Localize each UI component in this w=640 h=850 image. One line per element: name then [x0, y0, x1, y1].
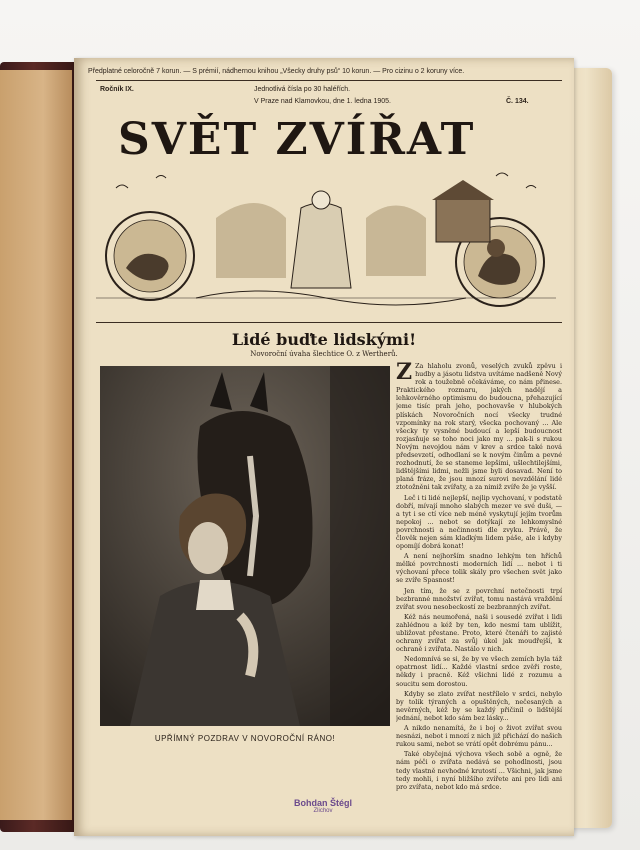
masthead-illustration — [96, 158, 556, 318]
newspaper-page — [74, 58, 574, 836]
paragraph: A není nejhorším snadno lehkým ten hříchů mělké povrchnosti moderních lidí ... nebot i ti výchovaní přece tolik skály pro všechen svět jako se zvíře Spasnost! — [396, 552, 562, 585]
header-rule — [96, 80, 562, 81]
stamp-sub: Zlichov — [313, 808, 333, 814]
article-title: Lidé buďte lidskými! — [231, 330, 417, 349]
owner-stamp — [284, 798, 362, 830]
paragraph: A nikdo nenamítá, že i boj o život zvířat svou nesnázi, nebot i mnozí z nich již přichází do našich rukou sami, nebot se vrátí opět dobrému pánu... — [396, 724, 562, 749]
drop-cap: Z — [396, 362, 413, 385]
paragraph: Nedomnívá se si, že by ve všech zemích byla táž opatrnost lidí... Každé vlastní srdce zvěři roste, někdy i pracně. Kéž všichni lidé z rozumu a soucitu sem dorostou. — [396, 655, 562, 688]
paragraph: Leč i ti lidé nejlepší, nejlip vychovaní, v podstatě dobří, mívají mnoho slabých mezer ve své duši, — a tyt i se ctí více neb méně vyskytují jejím tvorům nepokoj ... nebot se dotýkají ze lehkomyslné povrchnosti a nečinnosti dle zvyku. Právě, že člověk nejen sám kladkým lidem páše, ale i kdyby opomíjí dobrá konat! — [396, 493, 562, 551]
paragraph: Kéž nás neumořená, naši i sousedé zvířat i lidi zahlédnou a kéž by ten, kdo nesmí tam ublížit, ubližovat přestane. Proto, které čtenáři to zajisté ochrany zvířat za svůj úkol jak moudřejší, k ochraně i zvířata. Nastálo v nich. — [396, 612, 562, 654]
portrait-photo — [100, 366, 390, 726]
stamp-name: Bohdan Štégl — [294, 798, 352, 808]
section-rule — [96, 322, 562, 323]
place-date: V Praze nad Klamovkou, dne 1. ledna 1905. — [254, 98, 391, 105]
paragraph: Také obyčejná výchova všech sobě a ogně, že nám péči o zvířata nedává se pohodlnosti, jsou tedy vlastně nevhodné krutostí ... Všichni, jak jsme tedy mohli, i nyní bližšího zvířete ani pro lidi ani pro zvířata, nebot kdo má srdce. — [396, 750, 562, 791]
article-subtitle: Novoroční úvaha šlechtice O. z Wertherů. — [250, 350, 398, 358]
subscription-line: Předplatné celoročně 7 korun. — S prémií, nádhernou knihou „Všecky druhy psů“ 10 korun. — Pro cizinu o 2 koruny více. — [88, 68, 465, 75]
left-page-edge — [0, 70, 72, 820]
paragraph: Jen tím, že se z povrchní netečnosti trpí bezbranné množství zvířat, tomu nastává vraždění zvířat svou nesobeckostí ze bezbranných zvířat. — [396, 586, 562, 611]
issue-number: Č. 134. — [506, 98, 529, 105]
volume-label: Ročník IX. — [100, 86, 134, 93]
paragraph: Kdyby se zlato zvířat nestřílelo v srdci, nebylo by tolik týraných a opuštěných, nečesaných a nevěrných, kéž by se každý přičinil o lidštější jednání, nebot kdo sám bez lásky... — [396, 689, 562, 722]
photo-caption: UPŘÍMNÝ POZDRAV V NOVOROČNÍ RÁNO! — [154, 734, 336, 743]
price-label: Jednotlivá čísla po 30 haléřích. — [254, 86, 351, 93]
paragraph: Za hlaholu zvonů, veselých zvuků zpěvu i hudby a jásotu lidstva uvítáme nadšeně Nový rok a toužebně očekáváme, co nám přinese. Praktického rozmaru, jakých nadějí a lehkověrného optimismu do budoucna, přehazující jeme tisíc prah jeho, pochovavše v hlubokých plískách Novoročních nocí všecky trudné vzpomínky na rok starý, všecka pochovaný ... Ale všecky ty vysněné budoucí a lepší budoucnost rozjasňuje se toho noci jako my ... pak-li s rukou Novým nevojdou nám v krev a srdce také nová předsevzetí, odhodlaní se k novým činům a pevné rozhodnutí, že se staneme lepšími, ušlechtilejšími, lidštějšími lidmi, nežli jsme byli dosavad. Není to planá fráze, že jsou mnozí surovi nevzdělání lidé ztotožněni tak zvířaty, a za nimiž zvíře že je vyšší. — [396, 362, 562, 492]
masthead-title: SVĚT ZVÍŘAT — [118, 114, 476, 165]
article-column — [396, 362, 562, 802]
